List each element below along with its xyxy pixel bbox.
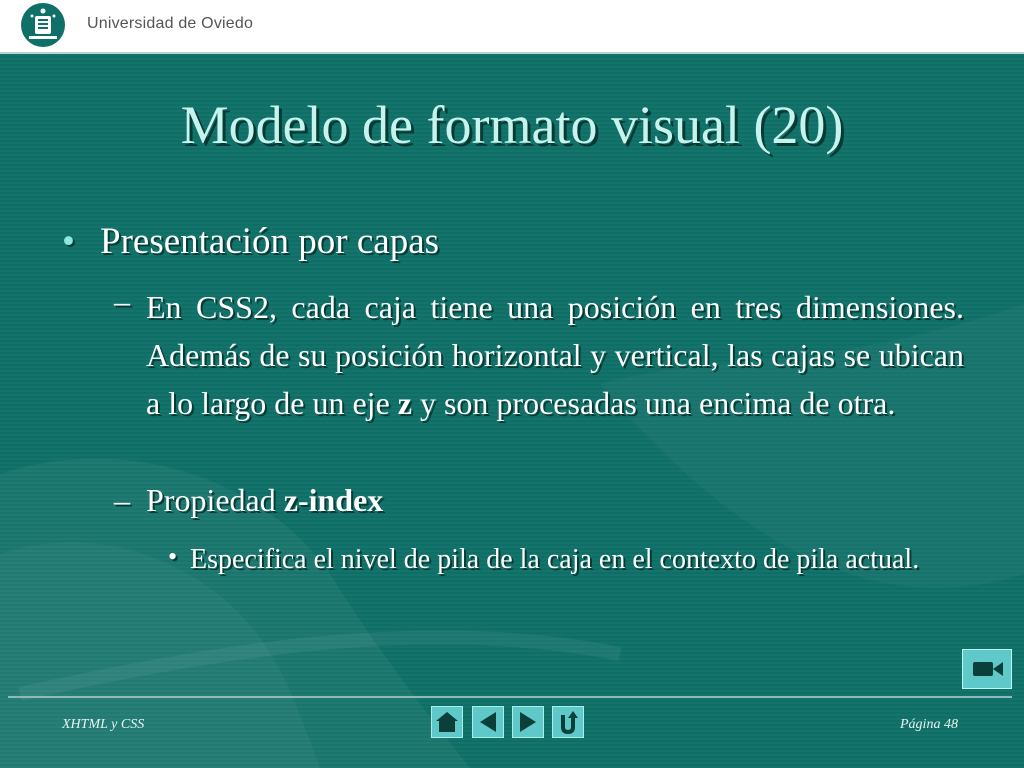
slide <box>0 54 1024 768</box>
next-button[interactable] <box>512 706 544 738</box>
previous-icon <box>473 707 503 737</box>
bullet-marker: • <box>168 542 178 571</box>
bullet-text: Presentación por capas <box>100 221 440 262</box>
footer-course: XHTML y CSS <box>62 717 145 732</box>
sub-bullet-css2 <box>146 283 964 427</box>
return-button[interactable] <box>552 706 584 738</box>
home-icon <box>432 707 462 737</box>
camera-icon <box>963 650 1011 688</box>
sub-bullet-text: En CSS2, cada caja tiene una posición en tres dimensiones. Además de su posición horizontal y vertical, las cajas se ubican a lo largo de un eje <box>146 289 964 421</box>
footer-page-number: Página 48 <box>900 717 958 732</box>
sub-bullet-property <box>146 482 383 519</box>
bullet-marker: • <box>62 221 75 262</box>
university-crest-icon <box>18 2 68 48</box>
return-icon <box>553 707 583 737</box>
sub-bullet-text: Propiedad <box>146 482 284 518</box>
sub-sub-bullet: Especifica el nivel de pila de la caja en el contexto de pila actual. <box>190 544 920 575</box>
camera-button[interactable] <box>962 649 1012 689</box>
footer-divider <box>8 696 1012 698</box>
z-index-bold: z-index <box>283 482 384 518</box>
previous-button[interactable] <box>472 706 504 738</box>
dash-marker: – <box>114 482 130 518</box>
z-axis-bold: z <box>397 385 412 421</box>
sub-bullet-text-end: y son procesadas una encima de otra. <box>411 385 896 421</box>
slide-title: Modelo de formato visual (20) <box>180 95 844 155</box>
next-icon <box>513 707 543 737</box>
header-bar <box>0 0 1024 54</box>
dash-marker: – <box>114 283 130 319</box>
university-name: Universidad de Oviedo <box>87 15 254 32</box>
home-button[interactable] <box>431 706 463 738</box>
